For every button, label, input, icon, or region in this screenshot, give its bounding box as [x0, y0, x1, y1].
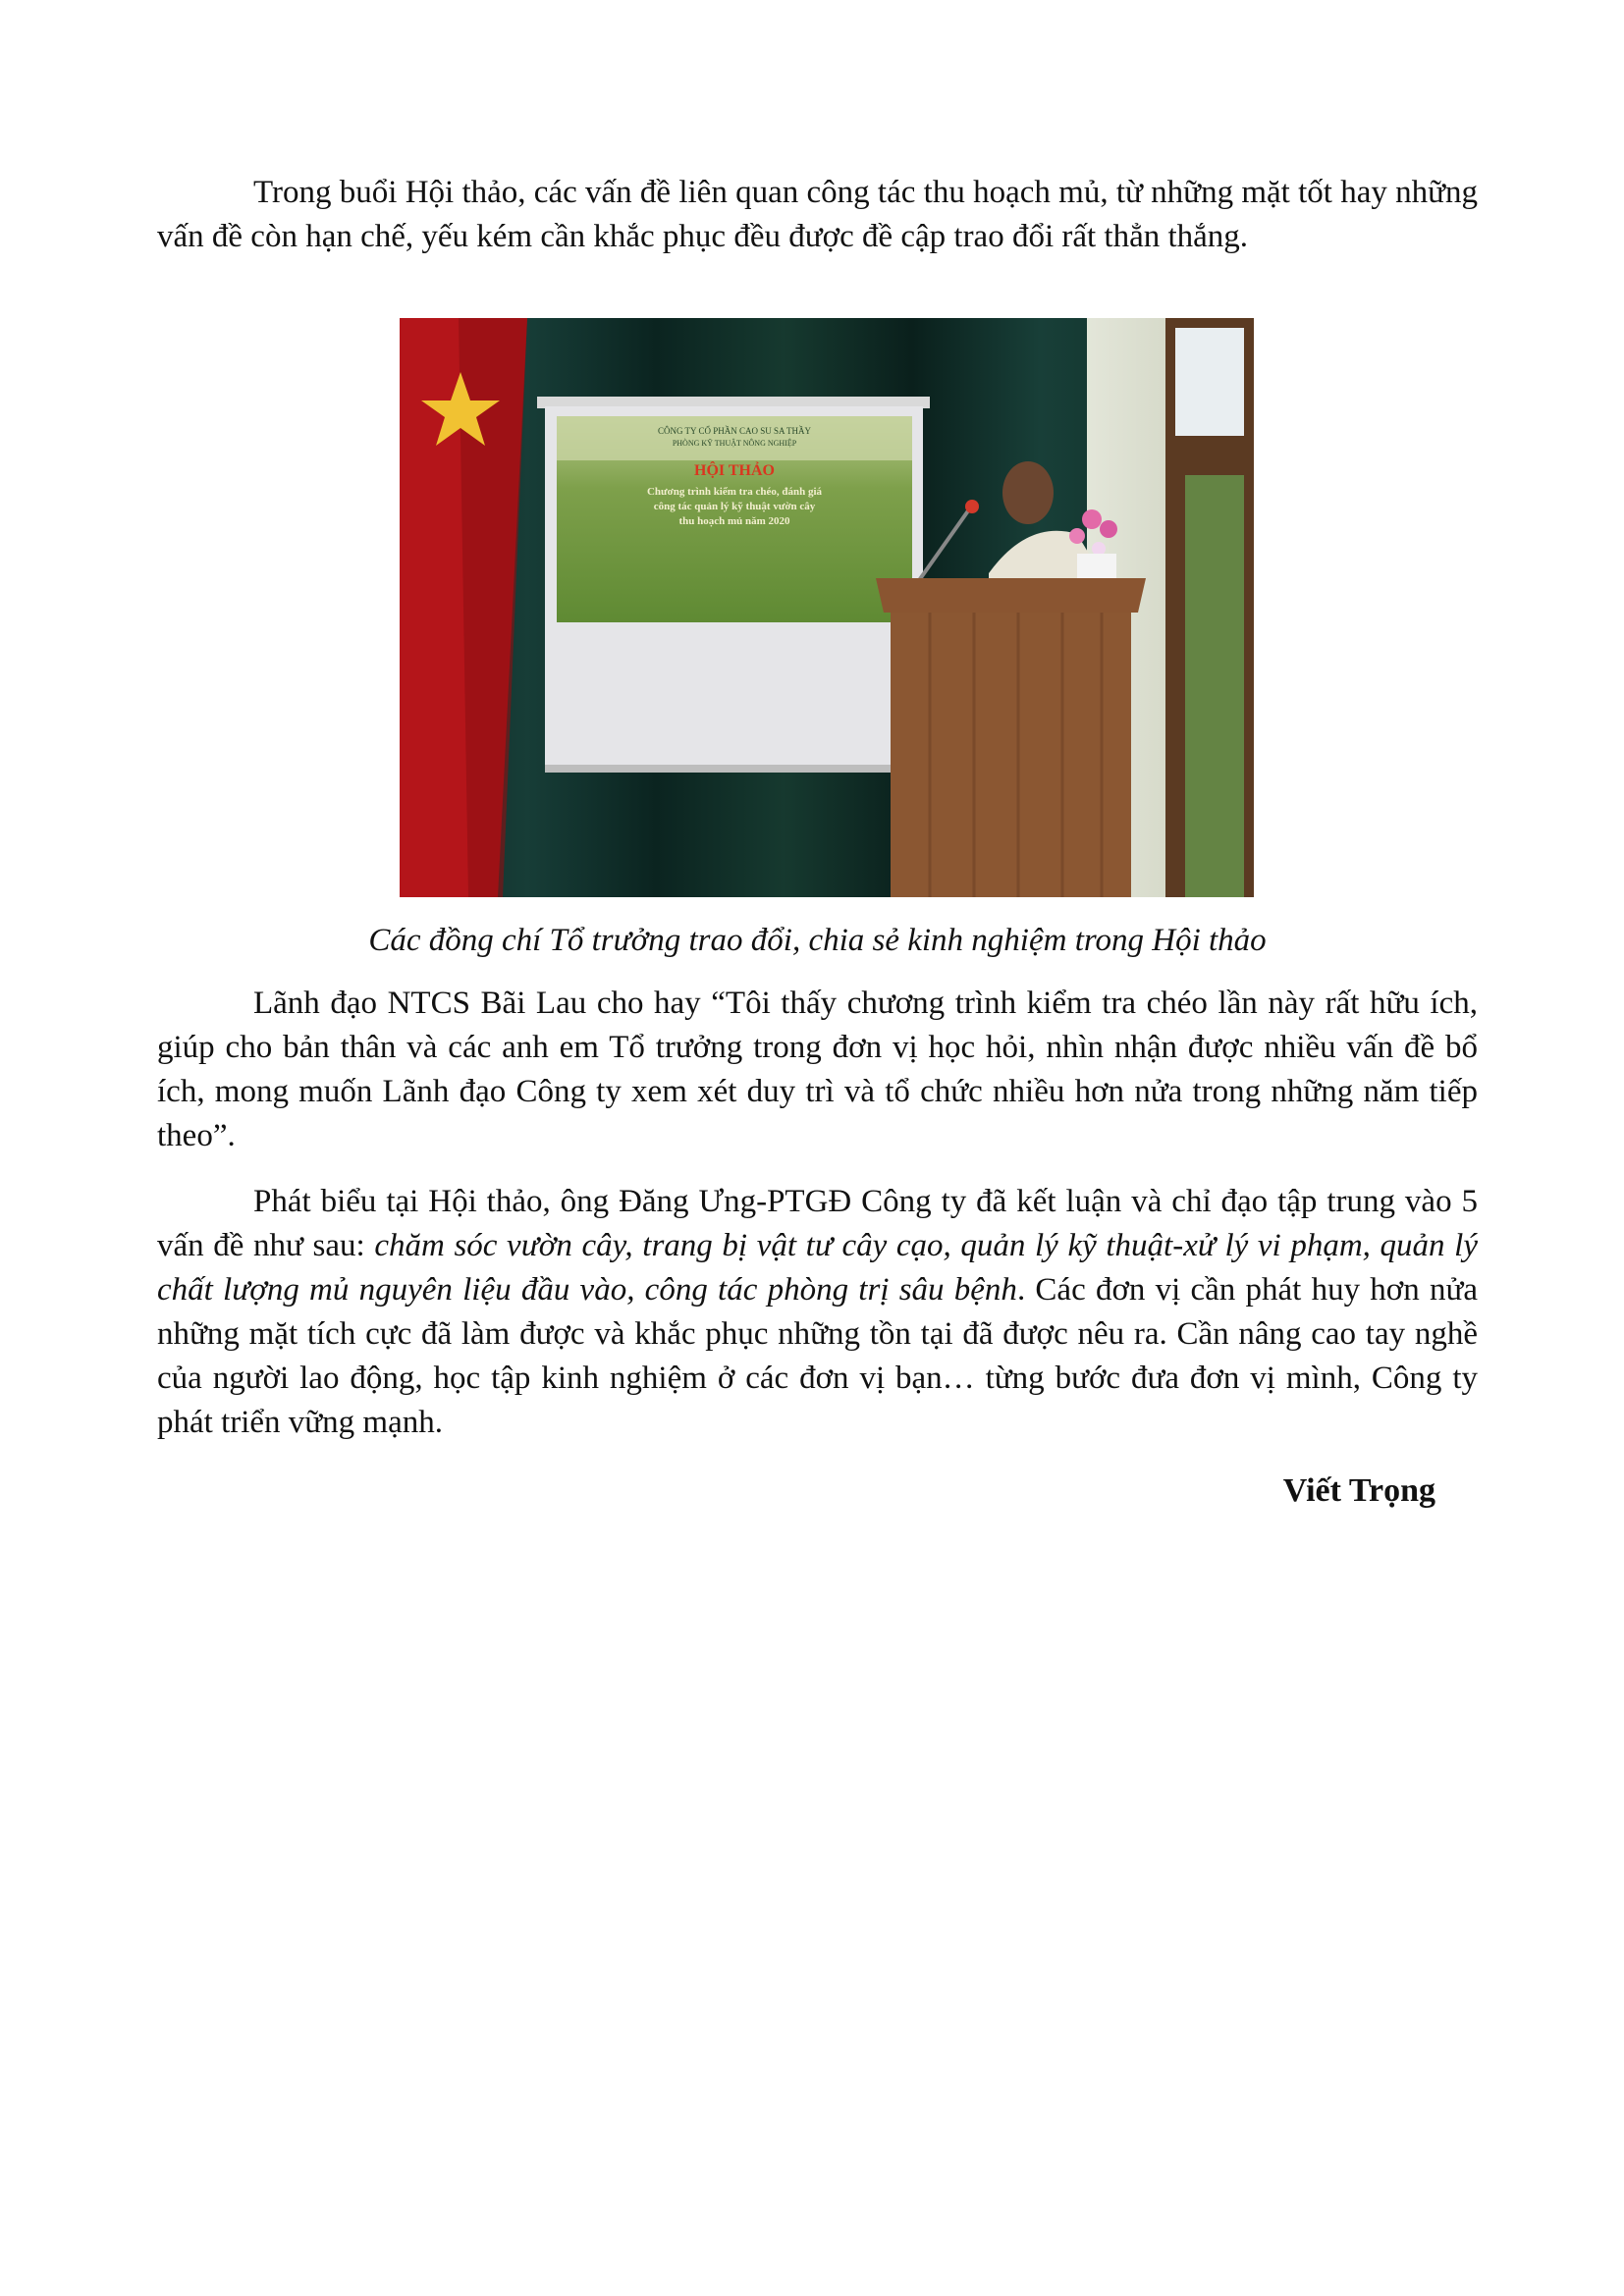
- seminar-photo: [400, 318, 1254, 897]
- screen-heading: HỘI THẢO: [694, 462, 775, 479]
- screen-line-5: thu hoạch mủ năm 2020: [678, 515, 790, 527]
- screen-line-1: CÔNG TY CỔ PHẦN CAO SU SA THẦY: [657, 426, 812, 436]
- paragraph-3-start: Phát biểu tại Hội thảo, ông Đăng Ưng-PTGĐ Công ty đã kết luận và chỉ đạo tập trung vào 5 vấn đề như sau:: [157, 1184, 1478, 1263]
- screen-line-2: PHÒNG KỸ THUẬT NÔNG NGHIỆP: [672, 439, 797, 448]
- paragraph-2: Lãnh đạo NTCS Bãi Lau cho hay “Tôi thấy chương trình kiểm tra chéo lần này rất hữu ích, giúp cho bản thân và các anh em Tổ trưởng trong đơn vị học hỏi, nhìn nhận được nhiều vấn đề bổ ích, mong muốn Lãnh đạo Công ty xem xét duy trì và tổ chức nhiều hơn nửa trong những năm tiếp theo”.: [157, 986, 1478, 1153]
- screen-line-3: Chương trình kiểm tra chéo, đánh giá: [646, 486, 823, 498]
- screen-line-4: công tác quản lý kỹ thuật vườn cây: [653, 501, 816, 512]
- paragraph-3-italic: chăm sóc vườn cây, trang bị vật tư cây cạo, quản lý kỹ thuật-xử lý vi phạm, quản lý chất lượng mủ nguyên liệu đầu vào, công tác phòng trị sâu bệnh: [157, 1228, 1478, 1308]
- photo-caption: Các đồng chí Tổ trưởng trao đổi, chia sẻ kinh nghiệm trong Hội thảo: [368, 923, 1267, 958]
- paragraph-3: [157, 1180, 1478, 1445]
- paragraph-3-end: . Các đơn vị cần phát huy hơn nửa những mặt tích cực đã làm được và khắc phục những tồn tại đã được nêu ra. Cần nâng cao tay nghề của người lao động, học tập kinh nghiệm ở các đơn vị bạn… từng bước đưa đơn vị mình, Công ty phát triển vững mạnh.: [157, 1272, 1478, 1440]
- author-signature: Viết Trọng: [1282, 1472, 1435, 1509]
- paragraph-1: Trong buổi Hội thảo, các vấn đề liên quan công tác thu hoạch mủ, từ những mặt tốt hay những vấn đề còn hạn chế, yếu kém cần khắc phục đều được đề cập trao đổi rất thẳn thắng.: [157, 175, 1478, 254]
